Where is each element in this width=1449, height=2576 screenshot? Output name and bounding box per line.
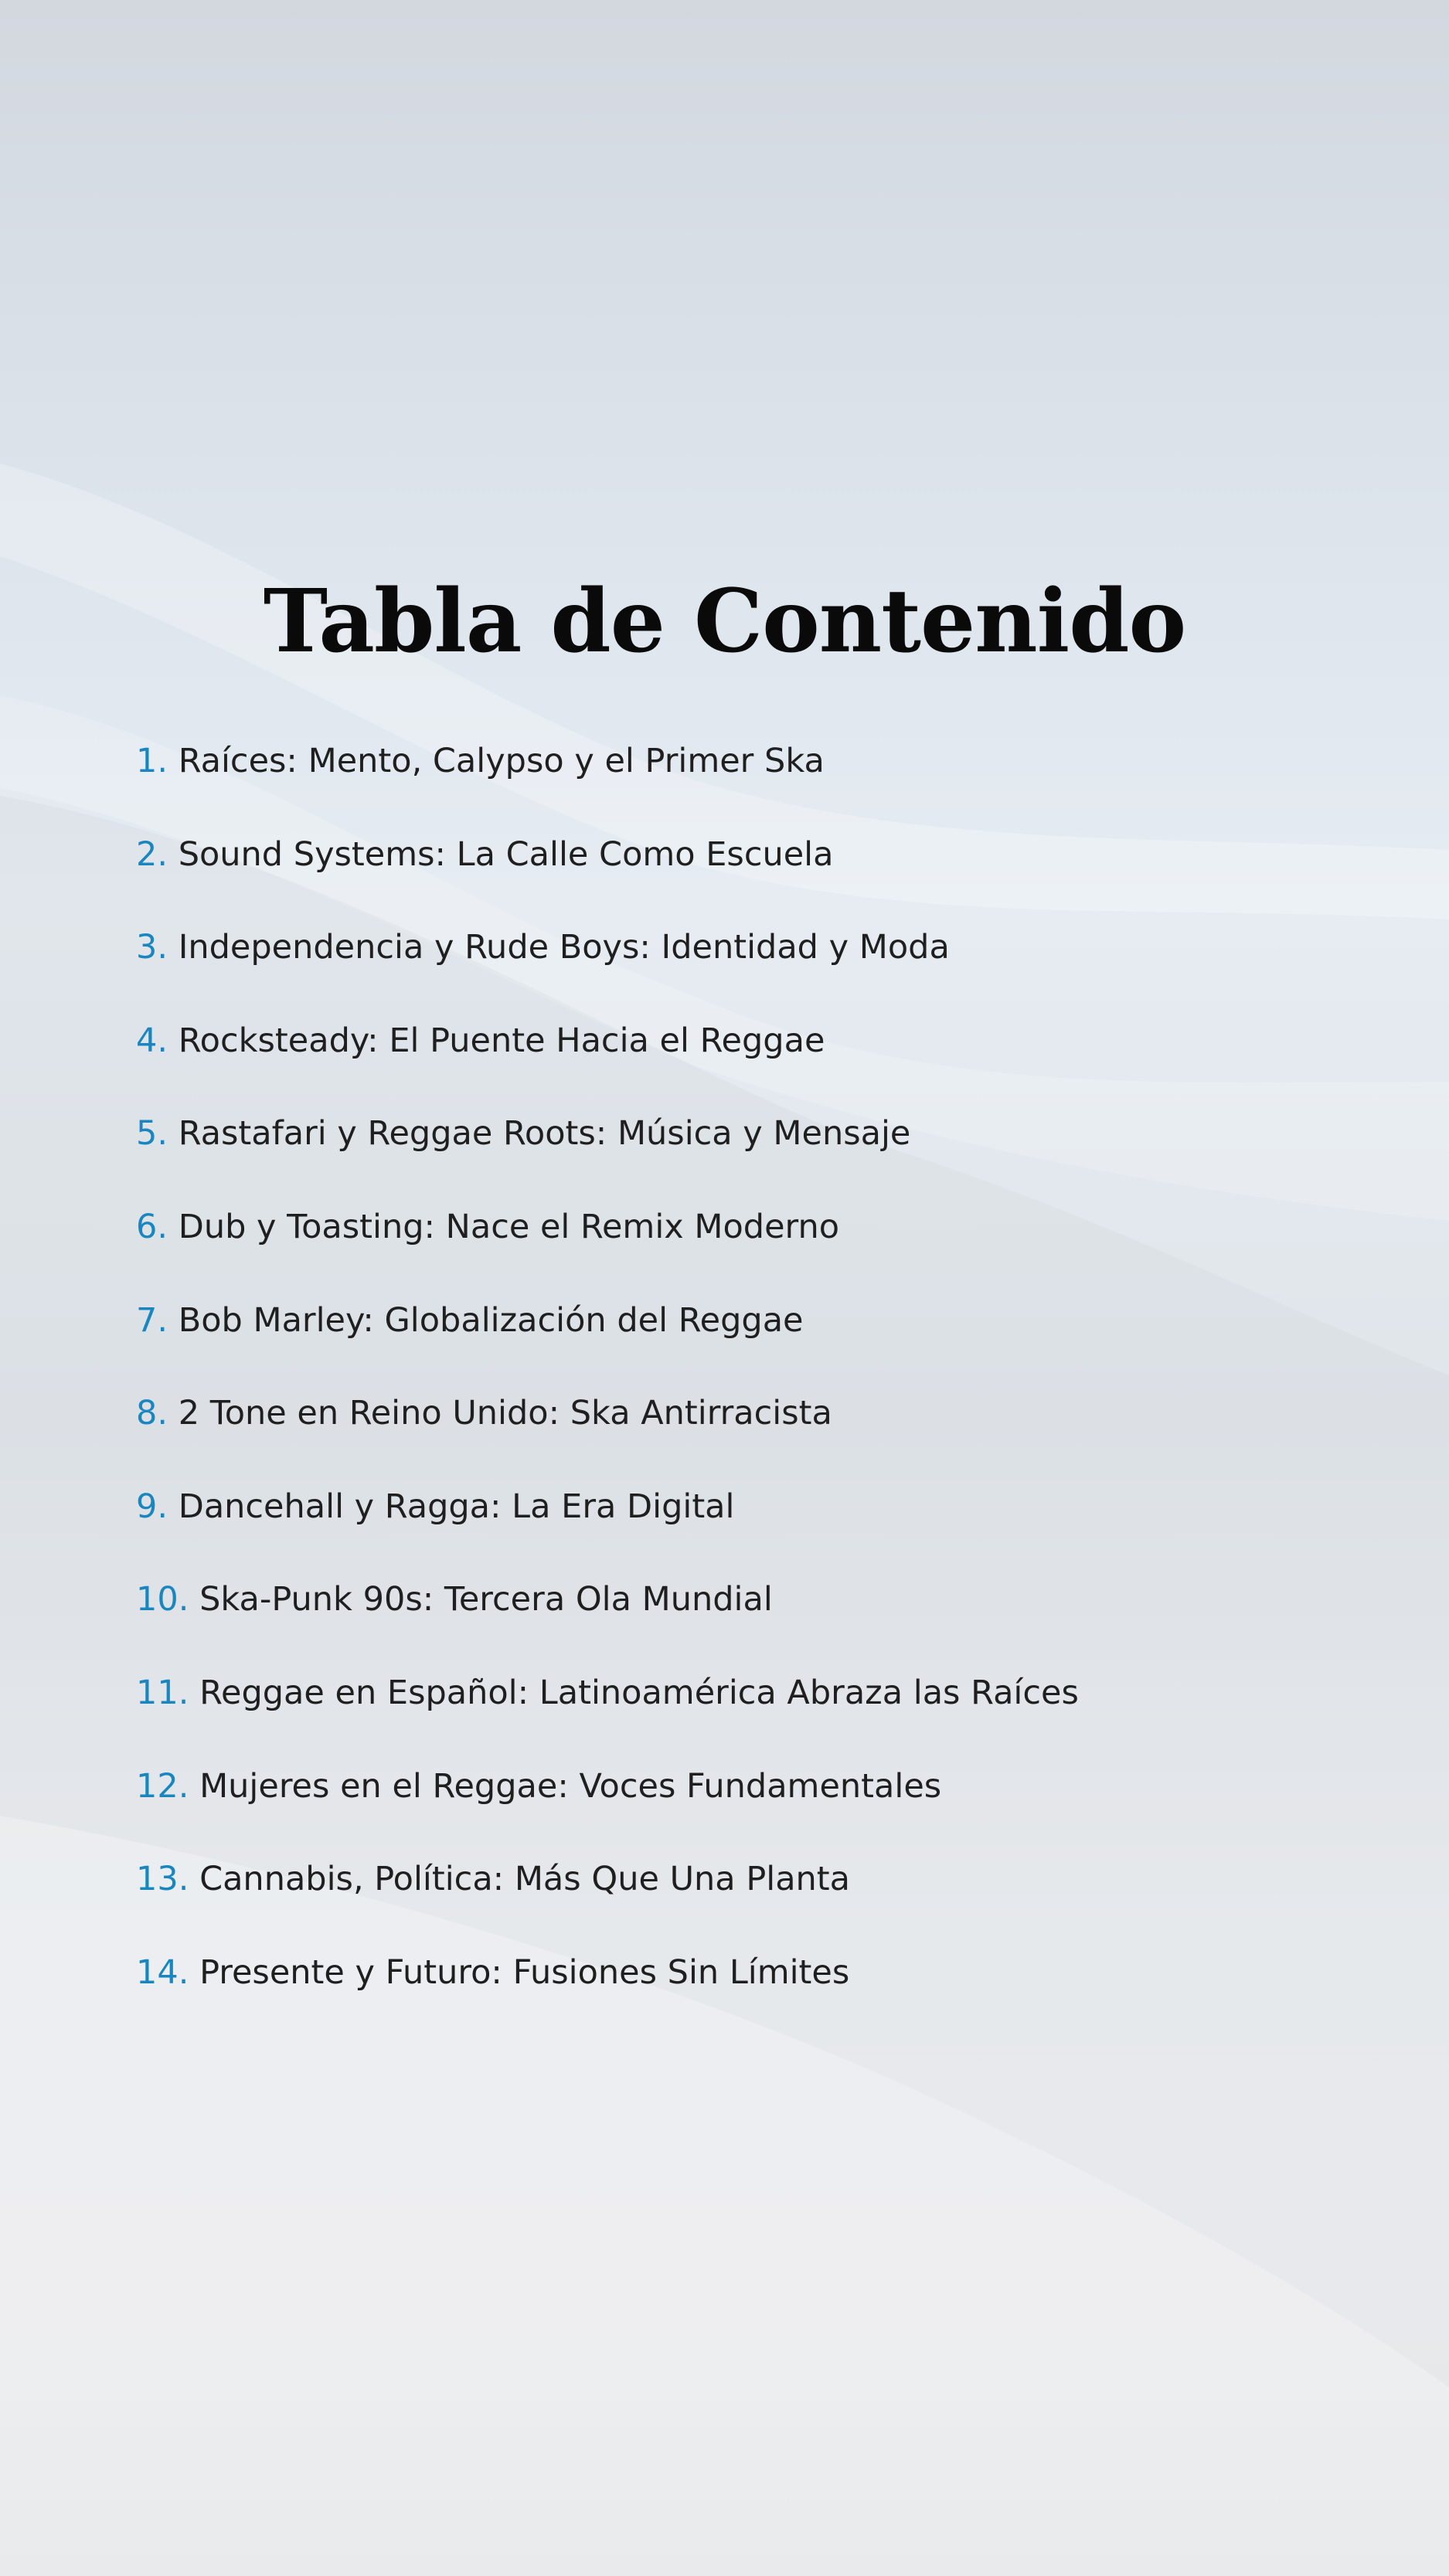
- toc-item: [136, 1483, 1372, 1577]
- toc-item: [136, 1576, 1372, 1670]
- toc-item-number: 8.: [136, 1394, 168, 1433]
- toc-item-number: 14.: [136, 1952, 189, 1992]
- toc-item-number: 6.: [136, 1207, 168, 1246]
- toc-item: [136, 1949, 1372, 2043]
- toc-item-title: Rocksteady: El Puente Hacia el Reggae: [178, 1021, 825, 1060]
- toc-item: [136, 1297, 1372, 1391]
- toc-item-number: 11.: [136, 1673, 189, 1712]
- toc-item-number: 3.: [136, 928, 168, 967]
- toc-item: [136, 1856, 1372, 1949]
- toc-item-title: Independencia y Rude Boys: Identidad y Moda: [178, 928, 950, 967]
- toc-list: [136, 738, 1372, 2042]
- toc-item: [136, 1670, 1372, 1763]
- toc-item-title: Raíces: Mento, Calypso y el Primer Ska: [178, 742, 825, 780]
- toc-item-title: Cannabis, Política: Más Que Una Planta: [199, 1860, 851, 1899]
- toc-item-title: Sound Systems: La Calle Como Escuela: [178, 834, 834, 874]
- toc-item-title: Rastafari y Reggae Roots: Música y Mensaje: [178, 1114, 911, 1154]
- toc-item: [136, 1763, 1372, 1857]
- toc-item-number: 1.: [136, 742, 168, 780]
- page-title: Tabla de Contenido: [263, 571, 1186, 672]
- toc-item-title: Reggae en Español: Latinoamérica Abraza las Raíces: [199, 1673, 1079, 1712]
- toc-item-number: 12.: [136, 1766, 189, 1806]
- toc-item-title: Mujeres en el Reggae: Voces Fundamentales: [199, 1766, 942, 1806]
- toc-item-number: 7.: [136, 1300, 168, 1340]
- toc-item: [136, 1110, 1372, 1204]
- toc-item: [136, 738, 1372, 831]
- toc-item-number: 9.: [136, 1487, 168, 1526]
- toc-item-number: 4.: [136, 1021, 168, 1060]
- toc-item-title: Ska-Punk 90s: Tercera Ola Mundial: [199, 1580, 773, 1619]
- toc-item-title: Bob Marley: Globalización del Reggae: [178, 1300, 804, 1340]
- toc-item-title: Dancehall y Ragga: La Era Digital: [178, 1487, 735, 1526]
- toc-item: [136, 1390, 1372, 1483]
- toc-item-title: Presente y Futuro: Fusiones Sin Límites: [199, 1952, 850, 1992]
- toc-item-number: 2.: [136, 834, 168, 874]
- toc-item-title: 2 Tone en Reino Unido: Ska Antirracista: [178, 1394, 832, 1433]
- toc-item: [136, 1204, 1372, 1297]
- toc-item-number: 13.: [136, 1860, 189, 1899]
- toc-item-number: 10.: [136, 1580, 189, 1619]
- toc-item: [136, 831, 1372, 925]
- toc-item: [136, 1018, 1372, 1111]
- toc-item: [136, 924, 1372, 1018]
- toc-item-number: 5.: [136, 1114, 168, 1154]
- toc-item-title: Dub y Toasting: Nace el Remix Moderno: [178, 1207, 840, 1246]
